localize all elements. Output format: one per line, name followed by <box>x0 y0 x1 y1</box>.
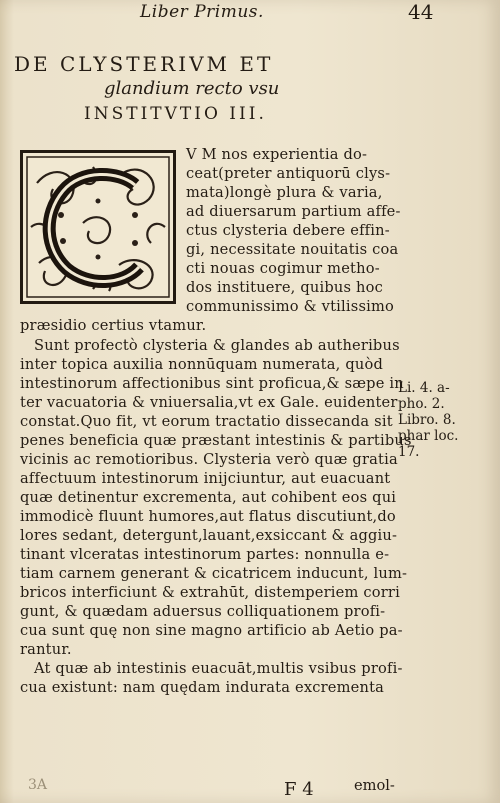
page-number: 44 <box>408 0 434 24</box>
text-line: inter topica auxilia nonnūquam numerata, quòd <box>20 356 383 373</box>
decorated-initial-c <box>20 150 176 304</box>
text-line: gi, necessitate nouitatis coa <box>186 241 399 258</box>
text-line: bricos interficiunt & extrahūt, distemperiem corri <box>20 584 400 601</box>
text-line: penes beneficia quæ præstant intestinis & partibus <box>20 432 412 449</box>
marginal-note-line: 17. <box>398 444 420 460</box>
text-line: constat.Quo fit, vt eorum tractatio dissecanda sit <box>20 413 393 430</box>
text-line: quæ detinentur excrementa, aut cohibent eos qui <box>20 489 397 506</box>
catchword: emol- <box>354 777 395 794</box>
marginal-note-line: phar loc. <box>398 428 459 444</box>
signature-mark: F 4 <box>284 779 314 800</box>
text-line: præsidio certius vtamur. <box>20 317 207 334</box>
text-line: mata)longè plura & varia, <box>186 184 383 201</box>
text-line: intestinorum affectionibus sint proficua,& sæpe in <box>20 375 404 392</box>
decorated-initial-svg <box>23 153 173 301</box>
text-line: communissimo & vtilissimo <box>186 298 395 315</box>
text-line: V M nos experientia do- <box>186 146 368 163</box>
text-line: ad diuersarum partium affe- <box>186 203 401 220</box>
text-line: cua existunt: nam quędam indurata excrementa <box>20 679 385 696</box>
marginal-note-line: pho. 2. <box>398 396 445 412</box>
running-head: Liber Primus. <box>140 2 264 22</box>
text-line: At quæ ab intestinis euacuāt,multis vsibus profi- <box>34 660 403 677</box>
chapter-title-line-1: DE CLYSTERIVM ET <box>14 52 274 76</box>
text-line: vicinis ac remotioribus. Clysteria verò quæ gratia <box>20 451 398 468</box>
text-line: ceat(preter antiquorū clys- <box>186 165 391 182</box>
text-line: Sunt profectò clysteria & glandes ab autheribus <box>34 337 400 354</box>
marginal-note-line: Libro. 8. <box>398 412 456 428</box>
text-line: tiam carnem generant & cicatricem inducunt, lum- <box>20 565 408 582</box>
text-line: gunt, & quædam aduersus colliquationem profi- <box>20 603 386 620</box>
text-line: tinant vlceratas intestinorum partes: nonnulla e- <box>20 546 390 563</box>
text-line: immodicè fluunt humores,aut flatus discutiunt,do <box>20 508 396 525</box>
marginal-note-line: Li. 4. a- <box>398 380 450 396</box>
text-line: cua sunt quę non sine magno artificio ab Aetio pa- <box>20 622 403 639</box>
bleed-through-mark: 3A <box>28 777 48 793</box>
chapter-title-line-2: glandium recto vsu <box>104 78 280 99</box>
text-line: lores sedant, detergunt,lauant,exsiccant & aggiu- <box>20 527 398 544</box>
text-line: dos instituere, quibus hoc <box>186 279 383 296</box>
text-line: rantur. <box>20 641 72 658</box>
institutio-heading: INSTITVTIO III. <box>84 104 267 124</box>
text-line: ctus clysteria debere effin- <box>186 222 390 239</box>
text-line: ter vacuatoria & vniuersalia,vt ex Gale. euidenter <box>20 394 398 411</box>
text-line: cti nouas cogimur metho- <box>186 260 380 277</box>
text-line: affectuum intestinorum inijciuntur, aut euacuant <box>20 470 391 487</box>
